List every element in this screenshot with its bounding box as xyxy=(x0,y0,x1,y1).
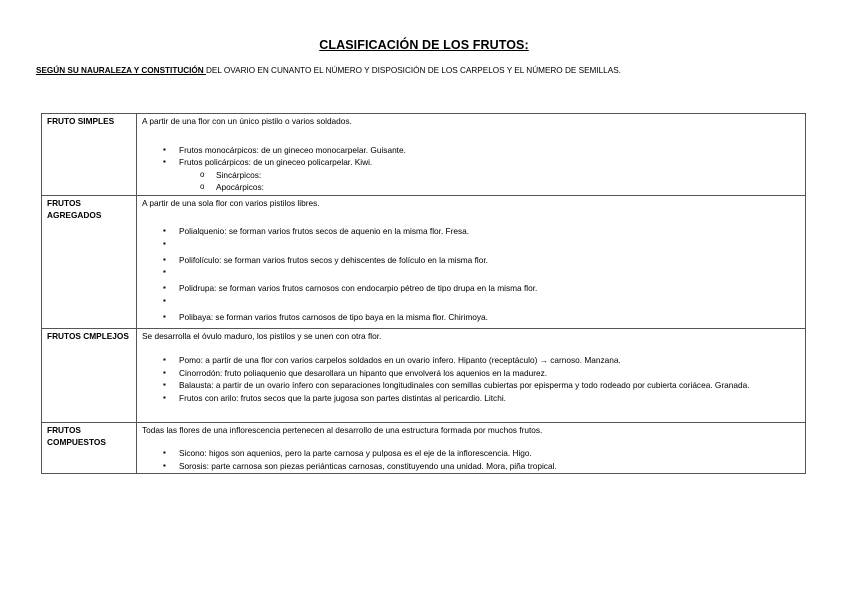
table-row xyxy=(42,328,806,422)
table-row xyxy=(42,422,806,474)
list-item: ▪ Pomo: a partir de una flor con varios carpelos soldados en un ovario ínfero. Hipanto (receptáculo) → carnoso. Manzana. xyxy=(142,354,800,367)
list-item: ▪ Polifolículo: se forman varios frutos secos y dehiscentes de folículo en la misma flor. xyxy=(142,254,800,267)
table-row xyxy=(42,195,806,328)
row-content xyxy=(137,422,806,474)
row-intro: A partir de una sola flor con varios pistilos libres. xyxy=(142,197,320,208)
list-item: ▪ Polibaya: se forman varios frutos carnosos de tipo baya en la misma flor. Chirimoya. xyxy=(142,311,800,324)
list-item: ▪ Polialquenio: se forman varios frutos secos de aquenio en la misma flor. Fresa. xyxy=(142,225,800,238)
list-item: ▪ Frutos con arilo: frutos secos que la parte jugosa son partes distintas al pericardio. Litchi. xyxy=(142,392,800,405)
fruit-classification-table xyxy=(41,113,806,474)
list-item: ▪ Balausta: a partir de un ovario ínfero con separaciones longitudinales con semillas cubiertas por episperma y todo rodeado por cubierta coriácea. Granada. xyxy=(142,379,800,392)
row-content xyxy=(137,195,806,328)
row-intro: A partir de una flor con un único pistilo o varios soldados. xyxy=(142,116,352,126)
list-item: o Apocárpicos: xyxy=(142,181,800,194)
row-label: FRUTOS COMPUESTOS xyxy=(42,422,137,474)
page-title: CLASIFICACIÓN DE LOS FRUTOS: xyxy=(319,38,529,52)
bullet-list xyxy=(142,144,800,169)
table-row xyxy=(42,114,806,196)
list-item: ▪ Cinorrodón: fruto poliaquenio que desarollara un hipanto que envolverá los aquenios en la madurez. xyxy=(142,367,800,380)
list-item: ▪ Frutos monocárpicos: de un gineceo monocarpelar. Guisante. xyxy=(142,144,800,157)
row-label: FRUTOS AGREGADOS xyxy=(42,195,137,328)
row-label: FRUTO SIMPLES xyxy=(42,114,137,196)
row-intro: Se desarrolla el óvulo maduro, los pistilos y se unen con otra flor. xyxy=(142,330,382,341)
sub-bullet-list xyxy=(142,169,800,194)
bullet-list xyxy=(142,354,800,404)
list-item: ▪ Frutos policárpicos: de un gineceo policarpelar. Kiwi. xyxy=(142,156,800,169)
subtitle xyxy=(36,66,826,75)
row-intro: Todas las flores de una inflorescencia pertenecen al desarrollo de una estructura formada por muchos frutos. xyxy=(142,424,543,435)
row-content xyxy=(137,114,806,196)
list-item: ▪ Polidrupa: se forman varios frutos carnosos con endocarpio pétreo de tipo drupa en la misma flor. xyxy=(142,282,800,295)
subtitle-rest: DEL OVARIO EN CUNANTO EL NÚMERO Y DISPOSICIÓN DE LOS CARPELOS Y EL NÚMERO DE SEMILLAS. xyxy=(205,66,621,75)
bullet-list xyxy=(142,447,800,472)
row-content xyxy=(137,328,806,422)
list-item: ▪ Sorosis: parte carnosa son piezas periánticas carnosas, constituyendo una unidad. Mora, piña tropical. xyxy=(142,460,800,473)
row-label: FRUTOS CMPLEJOS xyxy=(42,328,137,422)
bullet-list xyxy=(142,225,800,323)
subtitle-lead: SEGÚN SU NAURALEZA Y CONSTITUCIÓN xyxy=(36,66,206,75)
list-item: o Sincárpicos: xyxy=(142,169,800,182)
list-item: ▪ Sicono: higos son aquenios, pero la parte carnosa y pulposa es el eje de la inflorescencia. Higo. xyxy=(142,447,800,460)
